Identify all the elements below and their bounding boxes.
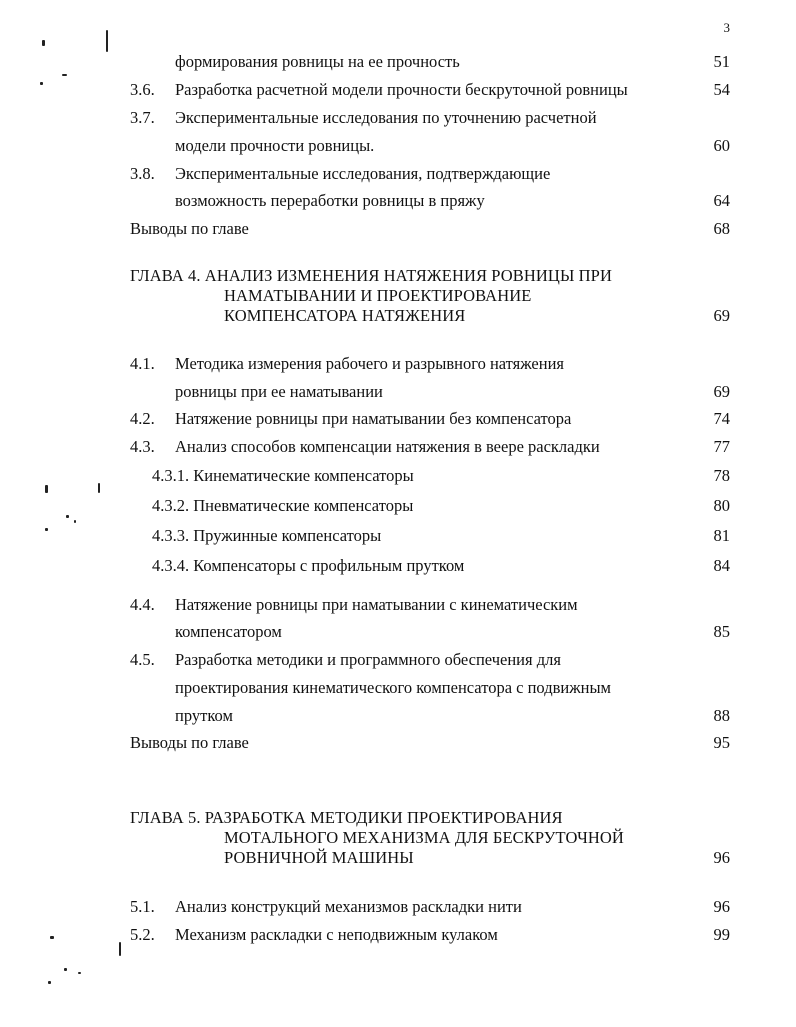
toc-entry-text: возможность переработки ровницы в пряжу xyxy=(175,191,485,210)
toc-entry-number: 4.1. xyxy=(130,354,155,373)
chapter-page: 96 xyxy=(713,848,730,867)
toc-entry-number: 5.2. xyxy=(130,925,155,944)
toc-subentry-text: 4.3.1. Кинематические компенсаторы xyxy=(152,466,414,485)
scan-mark xyxy=(40,82,43,85)
chapter-heading-line: МОТАЛЬНОГО МЕХАНИЗМА ДЛЯ БЕСКРУТОЧНОЙ xyxy=(224,828,624,847)
scan-mark xyxy=(106,30,108,52)
toc-subentry-text: 4.3.4. Компенсаторы с профильным прутком xyxy=(152,556,465,575)
scan-mark xyxy=(62,74,67,76)
toc-entry-page: 80 xyxy=(713,496,730,515)
toc-entry-text: формирования ровницы на ее прочность xyxy=(175,52,460,71)
toc-entry-text: прутком xyxy=(175,706,233,725)
toc-entry-text: Анализ конструкций механизмов раскладки нити xyxy=(175,897,522,916)
scan-mark xyxy=(64,968,67,971)
toc-subentry-text: 4.3.3. Пружинные компенсаторы xyxy=(152,526,382,545)
toc-entry-page: 95 xyxy=(713,733,730,752)
toc-entry-number: 3.8. xyxy=(130,164,155,183)
chapter-page: 69 xyxy=(713,306,730,325)
scan-mark xyxy=(98,483,100,493)
toc-entry-text: Анализ способов компенсации натяжения в веере раскладки xyxy=(175,437,600,456)
toc-entry-text: Разработка расчетной модели прочности бескруточной ровницы xyxy=(175,80,628,99)
scan-mark xyxy=(45,528,48,531)
scan-mark xyxy=(45,485,48,493)
toc-entry-page: 74 xyxy=(713,409,730,428)
toc-entry-number: 4.5. xyxy=(130,650,155,669)
toc-entry-text: Экспериментальные исследования, подтверждающие xyxy=(175,164,551,183)
toc-entry-text: Натяжение ровницы при наматывании без компенсатора xyxy=(175,409,572,428)
toc-entry-number: 4.2. xyxy=(130,409,155,428)
scan-mark xyxy=(119,942,121,956)
chapter-heading-line: КОМПЕНСАТОРА НАТЯЖЕНИЯ xyxy=(224,306,466,325)
toc-entry-number: 5.1. xyxy=(130,897,155,916)
toc-entry-number: 4.3. xyxy=(130,437,155,456)
toc-entry-text: Разработка методики и программного обеспечения для xyxy=(175,650,561,669)
toc-entry-page: 51 xyxy=(713,52,730,71)
toc-entry-page: 78 xyxy=(713,466,730,485)
chapter-heading-line: НАМАТЫВАНИИ И ПРОЕКТИРОВАНИЕ xyxy=(224,286,532,305)
toc-entry-text: Натяжение ровницы при наматывании с кинематическим xyxy=(175,595,578,614)
chapter-heading xyxy=(130,808,624,868)
toc-entry-page: 60 xyxy=(713,136,730,155)
toc-entry-text: проектирования кинематического компенсатора с подвижным xyxy=(175,678,611,697)
scan-mark xyxy=(74,520,76,523)
toc-entry-page: 81 xyxy=(713,526,730,545)
toc-entry-number: 4.4. xyxy=(130,595,155,614)
toc-entry-page: 77 xyxy=(713,437,730,456)
toc-entry-number: 3.6. xyxy=(130,80,155,99)
toc-entry-page: 64 xyxy=(713,191,730,210)
toc-entry-page: 54 xyxy=(713,80,730,99)
chapter-heading-line: РОВНИЧНОЙ МАШИНЫ xyxy=(224,848,414,867)
toc-entry-page: 84 xyxy=(713,556,730,575)
chapter-heading-line: ГЛАВА 4. АНАЛИЗ ИЗМЕНЕНИЯ НАТЯЖЕНИЯ РОВНИЦЫ ПРИ xyxy=(130,266,612,285)
scan-mark xyxy=(48,981,51,984)
scan-mark xyxy=(50,936,54,939)
page-number: 3 xyxy=(723,20,730,35)
toc-entry-text: модели прочности ровницы. xyxy=(175,136,375,155)
chapter-heading-line: ГЛАВА 5. РАЗРАБОТКА МЕТОДИКИ ПРОЕКТИРОВАНИЯ xyxy=(130,808,563,827)
toc-entry-text: Выводы по главе xyxy=(130,733,249,752)
chapter-heading xyxy=(130,266,612,326)
toc-entry-page: 85 xyxy=(713,622,730,641)
toc-entry-page: 99 xyxy=(713,925,730,944)
toc-entry-text: Экспериментальные исследования по уточнению расчетной xyxy=(175,108,597,127)
toc-entry-page: 96 xyxy=(713,897,730,916)
toc-entry-text: Механизм раскладки с неподвижным кулаком xyxy=(175,925,498,944)
toc-entry-text: Выводы по главе xyxy=(130,219,249,238)
toc-entry-text: компенсатором xyxy=(175,622,282,641)
scan-mark xyxy=(78,972,81,974)
toc-entry-text: ровницы при ее наматывании xyxy=(175,382,383,401)
toc-entry-page: 68 xyxy=(713,219,730,238)
scan-mark xyxy=(42,40,45,46)
scan-mark xyxy=(66,515,69,518)
toc-entry-page: 69 xyxy=(713,382,730,401)
toc-subentry-text: 4.3.2. Пневматические компенсаторы xyxy=(152,496,414,515)
toc-entry-number: 3.7. xyxy=(130,108,155,127)
toc-entry-page: 88 xyxy=(713,706,730,725)
toc-entry-text: Методика измерения рабочего и разрывного натяжения xyxy=(175,354,565,373)
